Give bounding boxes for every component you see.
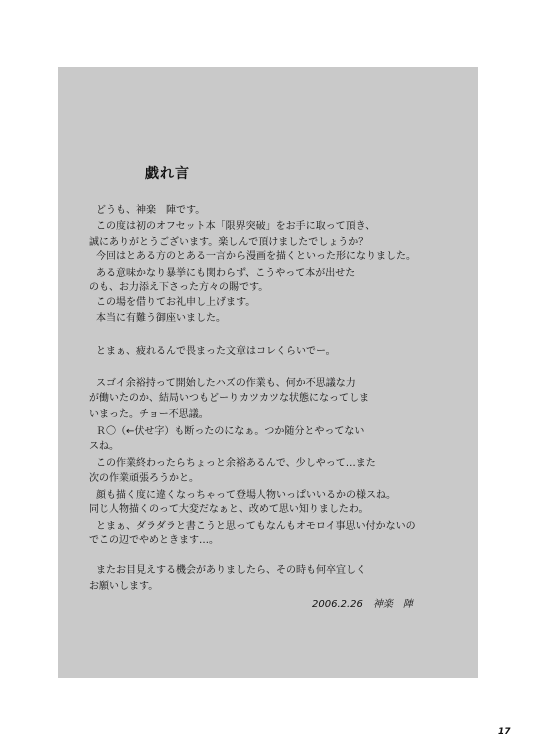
text-line: お願いします。: [89, 581, 159, 592]
text-line: スね。: [89, 441, 119, 452]
text-line: どうも、神楽 陣です。: [96, 205, 206, 216]
text-line: この度は初のオフセット本「限界突破」をお手に取って頂き、: [96, 221, 376, 232]
signature-date: 2006.2.26 神楽 陣: [312, 599, 413, 610]
text-line: のも、お力添え下さった方々の賜です。: [89, 282, 269, 293]
text-line: ある意味かなり暴挙にも関わらず、こうやって本が出せた: [96, 268, 356, 279]
text-line: Ｒ〇（←伏せ字）も断ったのになぁ。つか随分とやってない: [96, 426, 365, 437]
page-title: 戯れ言: [145, 166, 190, 182]
text-line: 本当に有難う御座いました。: [96, 313, 226, 324]
page-number: 17: [498, 727, 511, 737]
text-line: が働いたのか、結局いつもどーりカツカツな状態になってしま: [89, 393, 369, 404]
text-line: 今回はとある方のとある一言から漫画を描くといった形になりました。: [96, 251, 416, 262]
text-line: でこの辺でやめときます…。: [89, 535, 219, 546]
text-line: この作業終わったらちょっと余裕あるんで、少しやって…また: [96, 458, 376, 469]
text-line: またお目見えする機会がありましたら、その時も何卒宜しく: [96, 565, 366, 576]
text-line: いまった。チョー不思議。: [89, 409, 209, 420]
text-line: 顔も描く度に違くなっちゃって登場人物いっぱいいるかの様スね。: [96, 490, 396, 501]
text-line: この場を借りてお礼申し上げます。: [96, 297, 256, 308]
text-line: 同じ人物描くのって大変だなぁと、改めて思い知りましたわ。: [89, 504, 369, 515]
text-line: とまぁ、ダラダラと書こうと思ってもなんもオモロイ事思い付かないの: [96, 521, 416, 532]
text-line: 次の作業頑張ろうかと。: [89, 473, 199, 484]
text-line: 誠にありがとうございます。楽しんで頂けましたでしょうか？: [89, 237, 369, 248]
text-line: とまぁ、疲れるんで畏まった文章はコレくらいでー。: [96, 346, 336, 357]
text-line: スゴイ余裕持って開始したハズの作業も、何か不思議な力: [96, 378, 356, 389]
